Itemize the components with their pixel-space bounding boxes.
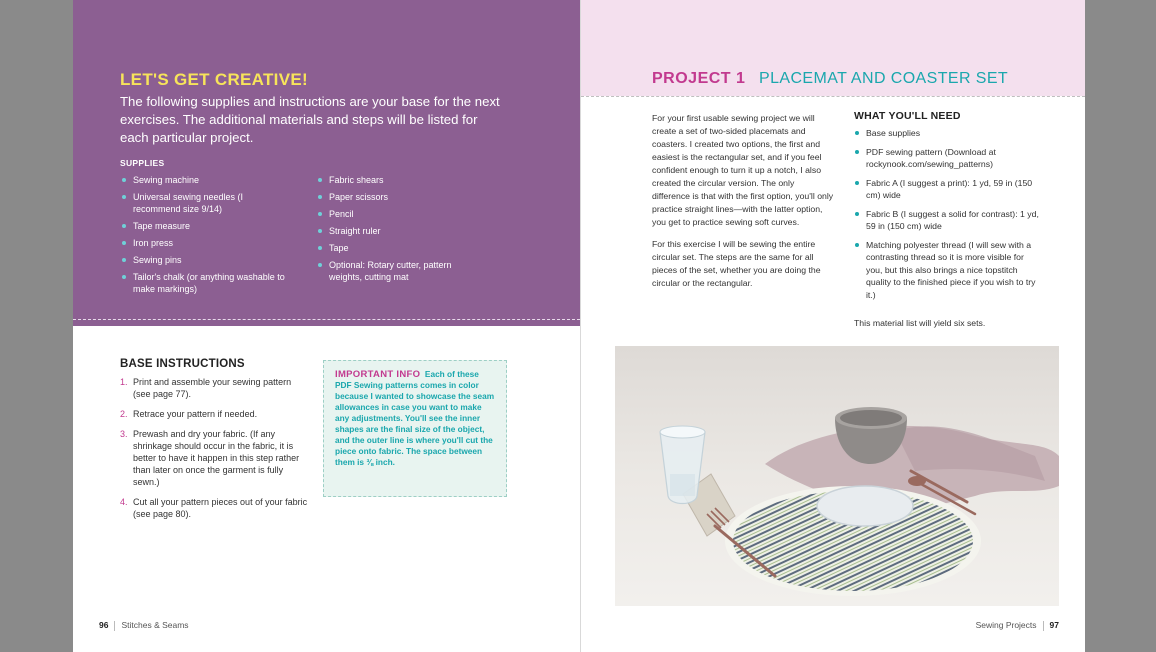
needs-list [854, 127, 1039, 307]
left-page [73, 0, 580, 652]
supply-item: Paper scissors [317, 191, 467, 203]
footer-section: Sewing Projects [975, 620, 1037, 630]
instruction-step [120, 376, 310, 400]
page-number: 96 [99, 620, 109, 630]
footer-left [99, 620, 189, 631]
right-page [581, 0, 1085, 652]
step-text: Print and assemble your sewing pattern (see page 77). [133, 377, 292, 399]
supplies-heading: SUPPLIES [120, 158, 165, 168]
needs-heading: WHAT YOU'LL NEED [854, 110, 961, 122]
step-number: 3. [120, 429, 128, 439]
glass-plate [817, 486, 913, 526]
base-instructions-heading: BASE INSTRUCTIONS [120, 358, 245, 370]
supply-item: Sewing pins [121, 254, 291, 266]
step-text: Cut all your pattern pieces out of your fabric (see page 80). [133, 497, 308, 519]
supply-item: Straight ruler [317, 225, 467, 237]
dashed-divider [73, 319, 580, 320]
yield-note: This material list will yield six sets. [854, 318, 986, 328]
need-item: PDF sewing pattern (Download at rockynook.com/sewing_patterns) [854, 146, 1039, 171]
page-number: 97 [1049, 620, 1059, 630]
need-item: Base supplies [854, 127, 1039, 140]
supply-item: Tape measure [121, 220, 291, 232]
instruction-step [120, 408, 310, 420]
footer-right [976, 620, 1059, 631]
supplies-list-1 [121, 174, 291, 300]
footer-separator [114, 621, 115, 631]
instruction-step [120, 496, 310, 520]
step-text: Retrace your pattern if needed. [133, 409, 258, 419]
supply-item: Universal sewing needles (I recommend size 9/14) [121, 191, 291, 215]
dashed-divider [581, 96, 1085, 97]
supply-item: Optional: Rotary cutter, pattern weights, cutting mat [317, 259, 467, 283]
footer-section: Stitches & Seams [121, 620, 189, 630]
instruction-step [120, 428, 310, 488]
supply-item: Fabric shears [317, 174, 467, 186]
step-number: 4. [120, 497, 128, 507]
body-paragraph: For your first usable sewing project we will create a set of two-sided placemats and coasters. I created two options, the first and easiest is the rectangular set, and if you feel confident enough to turn it up a notch, I also created the circular version. The only difference is that with the first option, you'll only practice straight lines—with the latter option, you get to practice sewing soft curves. [652, 113, 834, 227]
project-title: PLACEMAT AND COASTER SET [759, 70, 1009, 87]
supplies-list-2 [317, 174, 467, 288]
need-item: Matching polyester thread (I will sew with a contrasting thread so it is more visible for you, but this also brings a nice topstitch quality to the finished piece if you wish to try it.) [854, 239, 1039, 302]
supply-item: Pencil [317, 208, 467, 220]
step-text: Prewash and dry your fabric. (If any shrinkage should occur in the fabric, it is better to have it happen in this step rather than later on once the garment is fully sewn.) [133, 429, 300, 487]
supply-item: Tailor's chalk (or anything washable to make markings) [121, 271, 291, 295]
project-header-band [581, 0, 1085, 96]
project-number: PROJECT 1 [652, 70, 746, 87]
intro-panel [73, 0, 580, 326]
placemat-photo [615, 346, 1059, 606]
important-info-text: Each of these PDF Sewing patterns comes in color because I wanted to showcase the seam allowances in case you want to make any adjustments. You'll see the inner shapes are the final size of the object, and the outer line is where you'll cut the piece onto fabric. The space between them is ⅜ inch. [335, 369, 495, 467]
need-item: Fabric A (I suggest a print): 1 yd, 59 in (150 cm) wide [854, 177, 1039, 202]
base-instructions-list [120, 376, 310, 528]
step-number: 2. [120, 409, 128, 419]
supply-item: Tape [317, 242, 467, 254]
important-info-label: IMPORTANT INFO [335, 369, 421, 380]
step-number: 1. [120, 377, 128, 387]
need-item: Fabric B (I suggest a solid for contrast): 1 yd, 59 in (150 cm) wide [854, 208, 1039, 233]
important-info-box [323, 360, 507, 497]
supply-item: Sewing machine [121, 174, 291, 186]
footer-separator [1043, 621, 1044, 631]
intro-title: LET'S GET CREATIVE! [120, 70, 308, 89]
body-paragraph: For this exercise I will be sewing the entire circular set. The steps are the same for all pieces of the set, whether you are doing the circular or the rectangular. [652, 239, 821, 288]
intro-text: The following supplies and instructions are your base for the next exercises. The additional materials and steps will be listed for each particular project. [120, 94, 500, 145]
supply-item: Iron press [121, 237, 291, 249]
